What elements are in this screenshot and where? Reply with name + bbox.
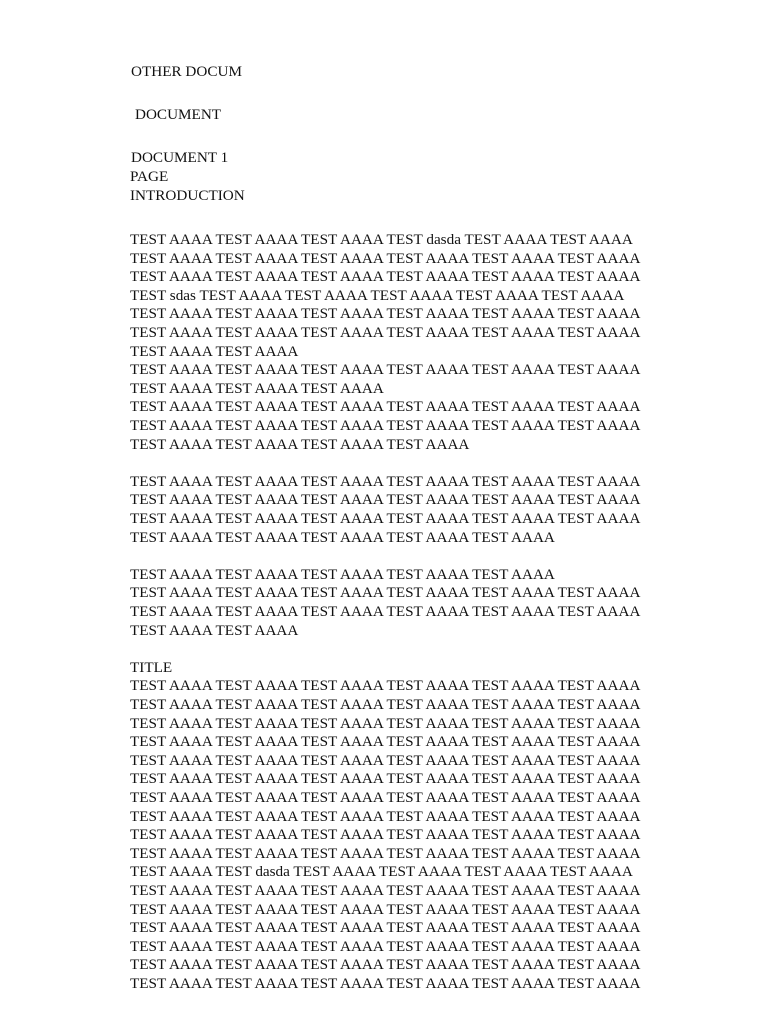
document-top-title: OTHER DOCUM — [131, 63, 242, 80]
paragraph-line: TEST AAAA TEST AAAA TEST AAAA TEST AAAA TEST AAAA — [130, 565, 555, 583]
paragraph-line: TEST AAAA TEST AAAA TEST AAAA TEST AAAA TEST AAAA TEST AAAA — [130, 510, 641, 527]
title-section-line: TEST AAAA TEST AAAA TEST AAAA TEST AAAA TEST AAAA TEST AAAA — [130, 714, 641, 732]
page-label: PAGE — [130, 168, 169, 185]
title-section-line: TEST AAAA TEST AAAA TEST AAAA TEST AAAA TEST AAAA TEST AAAA — [130, 770, 641, 788]
title-section-line: TEST AAAA TEST AAAA TEST AAAA TEST AAAA TEST AAAA TEST AAAA — [130, 733, 641, 751]
title-section-line: TEST AAAA TEST AAAA TEST AAAA TEST AAAA TEST AAAA TEST AAAA — [130, 900, 641, 918]
paragraph-line: TEST AAAA TEST AAAA — [130, 342, 299, 360]
paragraph-line: TEST AAAA TEST AAAA TEST AAAA TEST AAAA TEST AAAA TEST AAAA — [130, 398, 641, 416]
title-section-line: TEST AAAA TEST AAAA TEST AAAA TEST AAAA TEST AAAA TEST AAAA — [130, 826, 641, 844]
paragraph-line: TEST AAAA TEST AAAA TEST AAAA TEST AAAA TEST AAAA TEST AAAA — [130, 305, 641, 323]
paragraph-line: TEST AAAA TEST AAAA — [130, 621, 299, 639]
title-section-line: TEST AAAA TEST AAAA TEST AAAA TEST AAAA TEST AAAA TEST AAAA — [130, 937, 641, 955]
paragraph-line: TEST AAAA TEST AAAA TEST AAAA TEST dasda TEST AAAA TEST AAAA — [130, 231, 633, 248]
paragraph-line: TEST AAAA TEST AAAA TEST AAAA TEST AAAA TEST AAAA TEST AAAA — [130, 584, 641, 602]
title-section-line: TEST AAAA TEST AAAA TEST AAAA TEST AAAA TEST AAAA TEST AAAA — [130, 844, 641, 862]
paragraph-line: TEST AAAA TEST AAAA TEST AAAA TEST AAAA TEST AAAA TEST AAAA — [130, 324, 641, 341]
title-section-line: TEST AAAA TEST AAAA TEST AAAA TEST AAAA TEST AAAA TEST AAAA — [130, 677, 641, 695]
title-section-line: TEST AAAA TEST AAAA TEST AAAA TEST AAAA TEST AAAA TEST AAAA — [130, 807, 641, 825]
paragraph-line: TEST sdas TEST AAAA TEST AAAA TEST AAAA TEST AAAA TEST AAAA — [130, 286, 625, 304]
paragraph-line: TEST AAAA TEST AAAA TEST AAAA TEST AAAA TEST AAAA TEST AAAA — [130, 491, 641, 509]
section-heading: INTRODUCTION — [130, 187, 245, 204]
title-section-line: TEST AAAA TEST AAAA TEST AAAA TEST AAAA TEST AAAA TEST AAAA — [130, 751, 641, 769]
paragraph-line: TEST AAAA TEST AAAA TEST AAAA TEST AAAA TEST AAAA TEST AAAA — [130, 249, 641, 267]
paragraph-line: TEST AAAA TEST AAAA TEST AAAA TEST AAAA TEST AAAA TEST AAAA — [130, 417, 641, 434]
title-section-line: TEST AAAA TEST AAAA TEST AAAA TEST AAAA TEST AAAA TEST AAAA — [130, 882, 641, 899]
document-label: DOCUMENT — [135, 106, 222, 123]
paragraph-line: TEST AAAA TEST AAAA TEST AAAA TEST AAAA TEST AAAA TEST AAAA — [130, 603, 641, 620]
title-section-line: TEST AAAA TEST AAAA TEST AAAA TEST AAAA TEST AAAA TEST AAAA — [130, 696, 641, 713]
document-number: DOCUMENT 1 — [131, 149, 229, 166]
title-section-line: TEST AAAA TEST AAAA TEST AAAA TEST AAAA TEST AAAA TEST AAAA — [130, 789, 641, 806]
title-section-line: TEST AAAA TEST AAAA TEST AAAA TEST AAAA TEST AAAA TEST AAAA — [130, 919, 641, 937]
paragraph-line: TEST AAAA TEST AAAA TEST AAAA — [130, 379, 384, 397]
title-section-line: TEST AAAA TEST AAAA TEST AAAA TEST AAAA TEST AAAA TEST AAAA — [130, 975, 641, 992]
paragraph-line: TEST AAAA TEST AAAA TEST AAAA TEST AAAA — [130, 435, 470, 453]
paragraph-line: TEST AAAA TEST AAAA TEST AAAA TEST AAAA TEST AAAA TEST AAAA — [130, 361, 641, 379]
title-section-line: TEST AAAA TEST AAAA TEST AAAA TEST AAAA TEST AAAA TEST AAAA — [130, 956, 641, 974]
title-section-line: TEST AAAA TEST dasda TEST AAAA TEST AAAA TEST AAAA TEST AAAA — [130, 863, 633, 881]
paragraph-line: TEST AAAA TEST AAAA TEST AAAA TEST AAAA TEST AAAA TEST AAAA — [130, 472, 641, 490]
title-heading: TITLE — [130, 658, 173, 676]
paragraph-line: TEST AAAA TEST AAAA TEST AAAA TEST AAAA TEST AAAA — [130, 528, 555, 546]
paragraph-line: TEST AAAA TEST AAAA TEST AAAA TEST AAAA TEST AAAA TEST AAAA — [130, 268, 641, 286]
